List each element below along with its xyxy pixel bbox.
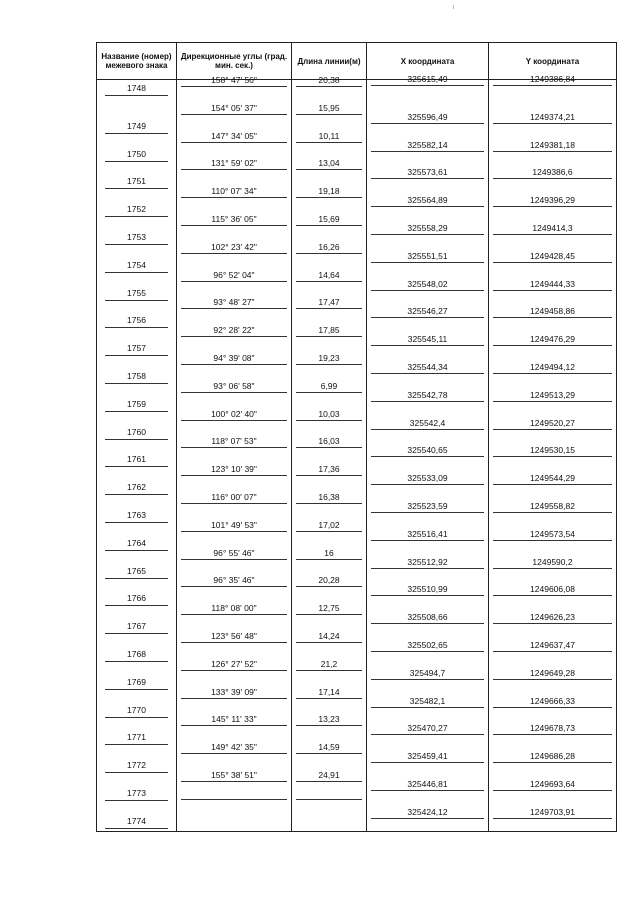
point-number: 1758 — [105, 371, 168, 384]
x-coordinate-cell — [367, 386, 489, 414]
y-coordinate-cell — [489, 330, 617, 358]
line-length: 10,11 — [296, 131, 362, 143]
y-coordinate: 1249458,86 — [493, 306, 612, 318]
point-number-cell — [97, 330, 177, 358]
scan-mark — [453, 5, 454, 9]
y-coordinate-cell — [489, 636, 617, 664]
x-coordinate: 325551,51 — [371, 251, 484, 263]
line-length: 13,23 — [296, 714, 362, 726]
point-number: 1766 — [105, 593, 168, 606]
direction-angle: 123° 56' 48" — [181, 631, 287, 643]
line-length-cell — [292, 803, 367, 831]
line-length: 14,64 — [296, 270, 362, 282]
y-coordinate: 1249494,12 — [493, 362, 612, 374]
point-number: 1771 — [105, 732, 168, 745]
x-coordinate-cell — [367, 136, 489, 164]
x-coordinate-cell — [367, 358, 489, 386]
direction-angle: 96° 35' 46" — [181, 575, 287, 587]
y-coordinate: 1249428,45 — [493, 251, 612, 263]
x-coordinate: 325542,4 — [371, 418, 484, 430]
line-length: 6,99 — [296, 381, 362, 393]
x-coordinate-cell — [367, 692, 489, 720]
direction-angle: 92° 28' 22" — [181, 325, 287, 337]
y-coordinate-cell — [489, 497, 617, 525]
point-number-cell — [97, 553, 177, 581]
y-coordinate-cell — [489, 386, 617, 414]
direction-angle: 101° 49' 53" — [181, 520, 287, 532]
y-coordinate: 1249637,47 — [493, 640, 612, 652]
direction-angle: 118° 07' 53" — [181, 436, 287, 448]
y-coordinate-cell — [489, 302, 617, 330]
table-body — [97, 74, 617, 832]
line-length: 10,03 — [296, 409, 362, 421]
line-length: 12,75 — [296, 603, 362, 615]
point-number-cell — [97, 275, 177, 303]
x-coordinate: 325564,89 — [371, 195, 484, 207]
y-coordinate-cell — [489, 414, 617, 442]
direction-angle: 102° 23' 42" — [181, 242, 287, 254]
y-coordinate: 1249513,29 — [493, 390, 612, 402]
line-length: 16 — [296, 548, 362, 560]
direction-angle: 145° 11' 33" — [181, 714, 287, 726]
x-coordinate-cell — [367, 803, 489, 831]
x-coordinate: 325582,14 — [371, 140, 484, 152]
direction-angle: 123° 10' 39" — [181, 464, 287, 476]
direction-angle: 110° 07' 34" — [181, 186, 287, 198]
point-number-cell — [97, 136, 177, 164]
point-number-cell — [97, 191, 177, 219]
direction-angle: 96° 52' 04" — [181, 270, 287, 282]
y-coordinate-cell — [489, 580, 617, 608]
point-number-cell — [97, 497, 177, 525]
line-length: 21,2 — [296, 659, 362, 671]
header-angle: Дирекционные углы (град. мин. сек.) — [177, 43, 292, 80]
point-number-cell — [97, 386, 177, 414]
point-number-cell — [97, 469, 177, 497]
line-length: 20,28 — [296, 575, 362, 587]
line-length: 15,95 — [296, 103, 362, 115]
line-length: 14,24 — [296, 631, 362, 643]
line-length: 16,26 — [296, 242, 362, 254]
point-number-cell — [97, 664, 177, 692]
y-coordinate-cell — [489, 775, 617, 803]
x-coordinate-cell — [367, 247, 489, 275]
y-coordinate-cell — [489, 692, 617, 720]
y-coordinate: 1249520,27 — [493, 418, 612, 430]
line-length: 19,18 — [296, 186, 362, 198]
x-coordinate-cell — [367, 108, 489, 136]
line-length: 17,02 — [296, 520, 362, 532]
point-number-cell — [97, 636, 177, 664]
point-number-cell — [97, 441, 177, 469]
y-coordinate: 1249573,54 — [493, 529, 612, 541]
x-coordinate: 325542,78 — [371, 390, 484, 402]
x-coordinate: 325470,27 — [371, 723, 484, 735]
direction-angle: 100° 02' 40" — [181, 409, 287, 421]
point-number: 1748 — [105, 83, 168, 96]
point-number: 1752 — [105, 204, 168, 217]
header-y: Y координата — [489, 43, 617, 80]
table-row — [97, 803, 617, 831]
point-number: 1760 — [105, 427, 168, 440]
point-number-cell — [97, 302, 177, 330]
y-coordinate: 1249396,29 — [493, 195, 612, 207]
x-coordinate-cell — [367, 469, 489, 497]
y-coordinate: 1249558,82 — [493, 501, 612, 513]
y-coordinate-cell — [489, 553, 617, 581]
y-coordinate-cell — [489, 358, 617, 386]
y-coordinate: 1249703,91 — [493, 807, 612, 819]
direction-angle: 115° 36' 05" — [181, 214, 287, 226]
direction-angle: 116° 00' 07" — [181, 492, 287, 504]
direction-angle: 93° 06' 58" — [181, 381, 287, 393]
point-number-cell — [97, 525, 177, 553]
y-coordinate: 1249544,29 — [493, 473, 612, 485]
y-coordinate-cell — [489, 163, 617, 191]
x-coordinate-cell — [367, 74, 489, 108]
y-coordinate: 1249386,6 — [493, 167, 612, 179]
point-number: 1762 — [105, 482, 168, 495]
line-length: 16,38 — [296, 492, 362, 504]
point-number-cell — [97, 747, 177, 775]
line-length: 24,91 — [296, 770, 362, 782]
x-coordinate: 325546,27 — [371, 306, 484, 318]
x-coordinate: 325523,59 — [371, 501, 484, 513]
direction-angle: 126° 27' 52" — [181, 659, 287, 671]
point-number: 1754 — [105, 260, 168, 273]
point-number: 1753 — [105, 232, 168, 245]
y-coordinate: 1249476,29 — [493, 334, 612, 346]
x-coordinate-cell — [367, 525, 489, 553]
y-coordinate: 1249626,23 — [493, 612, 612, 624]
y-coordinate-cell — [489, 74, 617, 108]
direction-angle: 133° 39' 09" — [181, 687, 287, 699]
point-number: 1756 — [105, 315, 168, 328]
y-coordinate: 1249590,2 — [493, 557, 612, 569]
y-coordinate-cell — [489, 247, 617, 275]
direction-angle: 118° 08' 00" — [181, 603, 287, 615]
y-coordinate: 1249666,33 — [493, 696, 612, 708]
x-coordinate-cell — [367, 747, 489, 775]
y-coordinate: 1249444,33 — [493, 279, 612, 291]
x-coordinate-cell — [367, 191, 489, 219]
point-number: 1767 — [105, 621, 168, 634]
line-length: 14,59 — [296, 742, 362, 754]
line-length — [296, 798, 362, 800]
point-number: 1751 — [105, 176, 168, 189]
x-coordinate: 325446,81 — [371, 779, 484, 791]
x-coordinate-cell — [367, 497, 489, 525]
direction-angle: 96° 55' 46" — [181, 548, 287, 560]
x-coordinate: 325544,34 — [371, 362, 484, 374]
y-coordinate: 1249649,28 — [493, 668, 612, 680]
y-coordinate-cell — [489, 469, 617, 497]
point-number-cell — [97, 775, 177, 803]
y-coordinate: 1249414,3 — [493, 223, 612, 235]
header-length: Длина линии(м) — [292, 43, 367, 80]
y-coordinate: 1249530,15 — [493, 445, 612, 457]
direction-angle: 158° 47' 56" — [181, 75, 287, 87]
point-number-cell — [97, 608, 177, 636]
point-number: 1769 — [105, 677, 168, 690]
y-coordinate-cell — [489, 108, 617, 136]
x-coordinate-cell — [367, 163, 489, 191]
y-coordinate: 1249693,64 — [493, 779, 612, 791]
x-coordinate: 325482,1 — [371, 696, 484, 708]
point-number: 1774 — [105, 816, 168, 829]
x-coordinate-cell — [367, 664, 489, 692]
point-number-cell — [97, 358, 177, 386]
direction-angle: 155° 38' 51" — [181, 770, 287, 782]
x-coordinate: 325548,02 — [371, 279, 484, 291]
direction-angle: 94° 39' 08" — [181, 353, 287, 365]
line-length: 17,85 — [296, 325, 362, 337]
x-coordinate: 325510,99 — [371, 584, 484, 596]
x-coordinate-cell — [367, 330, 489, 358]
x-coordinate: 325533,09 — [371, 473, 484, 485]
x-coordinate: 325596,49 — [371, 112, 484, 124]
point-number-cell — [97, 692, 177, 720]
point-number-cell — [97, 219, 177, 247]
point-number: 1761 — [105, 454, 168, 467]
x-coordinate: 325459,41 — [371, 751, 484, 763]
x-coordinate: 325516,41 — [371, 529, 484, 541]
point-number-cell — [97, 163, 177, 191]
line-length: 15,69 — [296, 214, 362, 226]
point-number-cell — [97, 108, 177, 136]
point-number-cell — [97, 803, 177, 831]
direction-angle — [181, 798, 287, 800]
y-coordinate-cell — [489, 275, 617, 303]
y-coordinate-cell — [489, 608, 617, 636]
x-coordinate: 325508,66 — [371, 612, 484, 624]
x-coordinate: 325512,92 — [371, 557, 484, 569]
y-coordinate-cell — [489, 219, 617, 247]
y-coordinate: 1249686,28 — [493, 751, 612, 763]
line-length: 17,47 — [296, 297, 362, 309]
y-coordinate: 1249606,08 — [493, 584, 612, 596]
point-number: 1772 — [105, 760, 168, 773]
line-length: 17,14 — [296, 687, 362, 699]
point-number: 1750 — [105, 149, 168, 162]
y-coordinate-cell — [489, 719, 617, 747]
line-length: 13,04 — [296, 158, 362, 170]
direction-angle: 154° 05' 37" — [181, 103, 287, 115]
point-number: 1757 — [105, 343, 168, 356]
x-coordinate: 325615,49 — [371, 74, 484, 86]
x-coordinate-cell — [367, 441, 489, 469]
y-coordinate-cell — [489, 747, 617, 775]
y-coordinate: 1249374,21 — [493, 112, 612, 124]
y-coordinate-cell — [489, 525, 617, 553]
point-number-cell — [97, 580, 177, 608]
y-coordinate-cell — [489, 441, 617, 469]
x-coordinate: 325545,11 — [371, 334, 484, 346]
x-coordinate: 325540,65 — [371, 445, 484, 457]
direction-angle: 149° 42' 35" — [181, 742, 287, 754]
point-number: 1749 — [105, 121, 168, 134]
point-number: 1768 — [105, 649, 168, 662]
line-length: 17,36 — [296, 464, 362, 476]
y-coordinate-cell — [489, 191, 617, 219]
x-coordinate-cell — [367, 219, 489, 247]
x-coordinate-cell — [367, 636, 489, 664]
point-number-cell — [97, 247, 177, 275]
x-coordinate: 325573,61 — [371, 167, 484, 179]
x-coordinate-cell — [367, 414, 489, 442]
point-number: 1759 — [105, 399, 168, 412]
header-x: X координата — [367, 43, 489, 80]
header-point: Название (номер) межевого знака — [97, 43, 177, 80]
point-number-cell — [97, 719, 177, 747]
direction-angle-cell — [177, 803, 292, 831]
x-coordinate: 325494,7 — [371, 668, 484, 680]
y-coordinate: 1249386,84 — [493, 74, 612, 86]
y-coordinate-cell — [489, 803, 617, 831]
x-coordinate-cell — [367, 608, 489, 636]
direction-angle: 131° 59' 02" — [181, 158, 287, 170]
y-coordinate: 1249381,18 — [493, 140, 612, 152]
y-coordinate-cell — [489, 664, 617, 692]
point-number: 1763 — [105, 510, 168, 523]
point-number: 1773 — [105, 788, 168, 801]
y-coordinate-cell — [489, 136, 617, 164]
x-coordinate-cell — [367, 302, 489, 330]
point-number: 1765 — [105, 566, 168, 579]
point-number-cell — [97, 80, 177, 108]
line-length: 16,03 — [296, 436, 362, 448]
line-length: 19,23 — [296, 353, 362, 365]
point-number: 1770 — [105, 705, 168, 718]
x-coordinate: 325558,29 — [371, 223, 484, 235]
point-number-cell — [97, 414, 177, 442]
point-number: 1764 — [105, 538, 168, 551]
x-coordinate-cell — [367, 719, 489, 747]
direction-angle: 147° 34' 05" — [181, 131, 287, 143]
direction-angle: 93° 48' 27" — [181, 297, 287, 309]
boundary-coordinates-table — [96, 42, 617, 832]
x-coordinate: 325424,12 — [371, 807, 484, 819]
y-coordinate: 1249678,73 — [493, 723, 612, 735]
x-coordinate-cell — [367, 580, 489, 608]
x-coordinate-cell — [367, 553, 489, 581]
x-coordinate-cell — [367, 275, 489, 303]
x-coordinate: 325502,65 — [371, 640, 484, 652]
line-length: 20,38 — [296, 75, 362, 87]
x-coordinate-cell — [367, 775, 489, 803]
point-number: 1755 — [105, 288, 168, 301]
